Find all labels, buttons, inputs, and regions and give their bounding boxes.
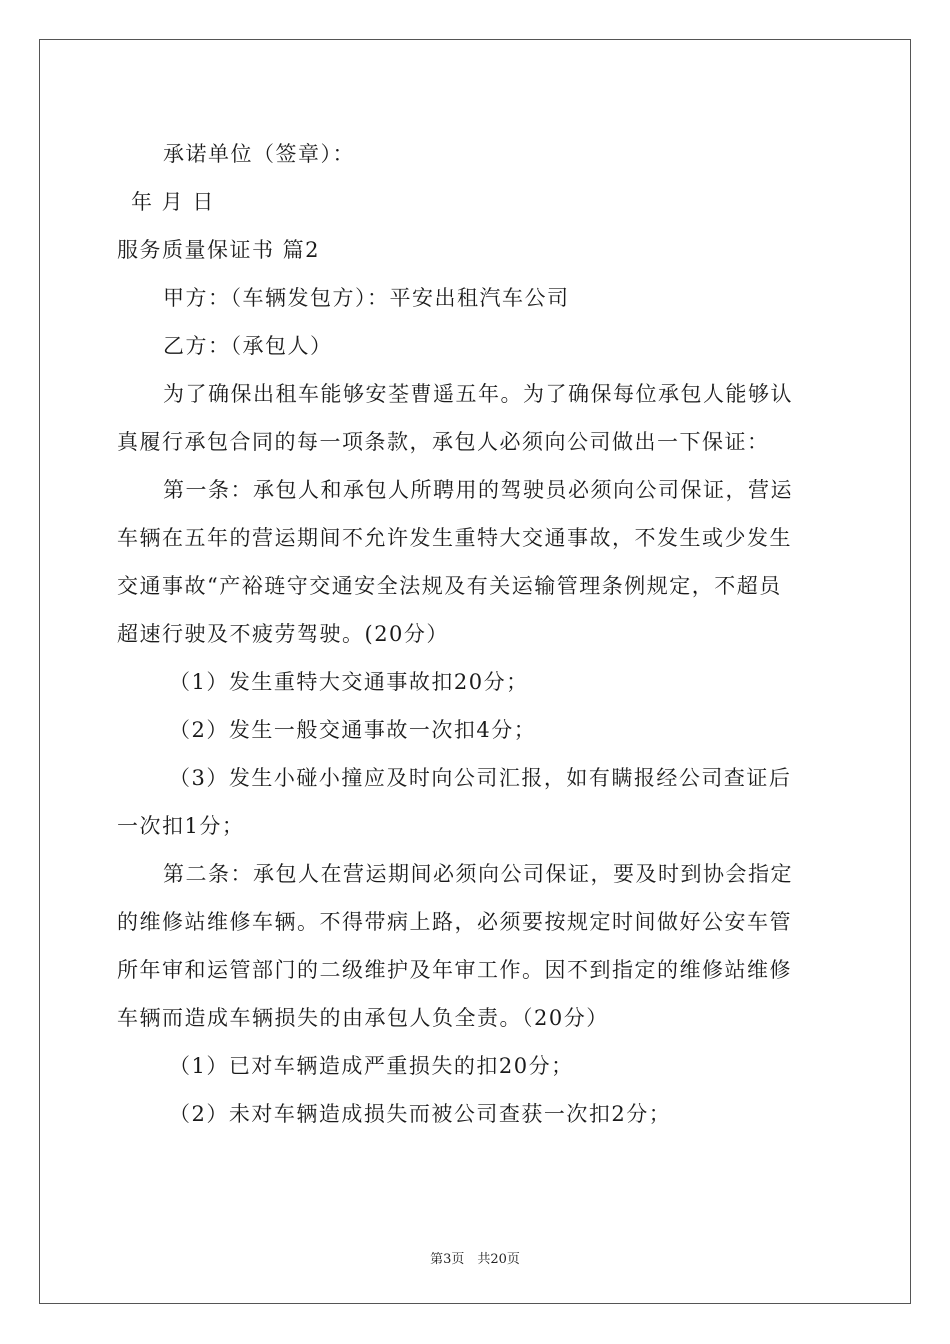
text-line: 车辆在五年的营运期间不允许发生重特大交通事故，不发生或少发生 (117, 526, 792, 550)
text-line: 为了确保出租车能够安荃曹遥五年。为了确保每位承包人能够认 (163, 382, 793, 406)
text-line: （2）未对车辆造成损失而被公司查获一次扣2分； (169, 1102, 672, 1126)
text-line: 服务质量保证书 篇2 (117, 238, 321, 262)
text-line: 乙方：（承包人） (163, 334, 333, 358)
text-line: 承诺单位（签章）： (163, 142, 355, 166)
document-body (117, 130, 835, 1138)
text-line: 甲方：（车辆发包方）：平安出租汽车公司 (163, 286, 570, 310)
text-line: （1）发生重特大交通事故扣20分； (169, 670, 529, 694)
text-line: 的维修站维修车辆。不得带病上路，必须要按规定时间做好公安车管 (117, 910, 792, 934)
text-line: 一次扣1分； (117, 814, 245, 838)
page-number-footer: 第3页 共20页 (430, 1252, 520, 1267)
text-line: 车辆而造成车辆损失的由承包人负全责。（20分） (117, 1006, 609, 1030)
text-line: 年 月 日 (131, 190, 215, 214)
text-line: 超速行驶及不疲劳驾驶。(20分） (117, 622, 449, 646)
text-line: 第二条：承包人在营运期间必须向公司保证，要及时到协会指定 (163, 862, 793, 886)
text-line: 真履行承包合同的每一项条款，承包人必须向公司做出一下保证： (117, 430, 770, 454)
text-line: （2）发生一般交通事故一次扣4分； (169, 718, 537, 742)
text-line: 交通事故“产裕琏守交通安全法规及有关运输管理条例规定，不超员 (117, 574, 782, 598)
text-line: （3）发生小碰小撞应及时向公司汇报，如有瞒报经公司查证后 (169, 766, 792, 790)
text-line: （1）已对车辆造成严重损失的扣20分； (169, 1054, 574, 1078)
text-line: 所年审和运管部门的二级维护及年审工作。因不到指定的维修站维修 (117, 958, 792, 982)
text-line: 第一条：承包人和承包人所聘用的驾驶员必须向公司保证，营运 (163, 478, 793, 502)
